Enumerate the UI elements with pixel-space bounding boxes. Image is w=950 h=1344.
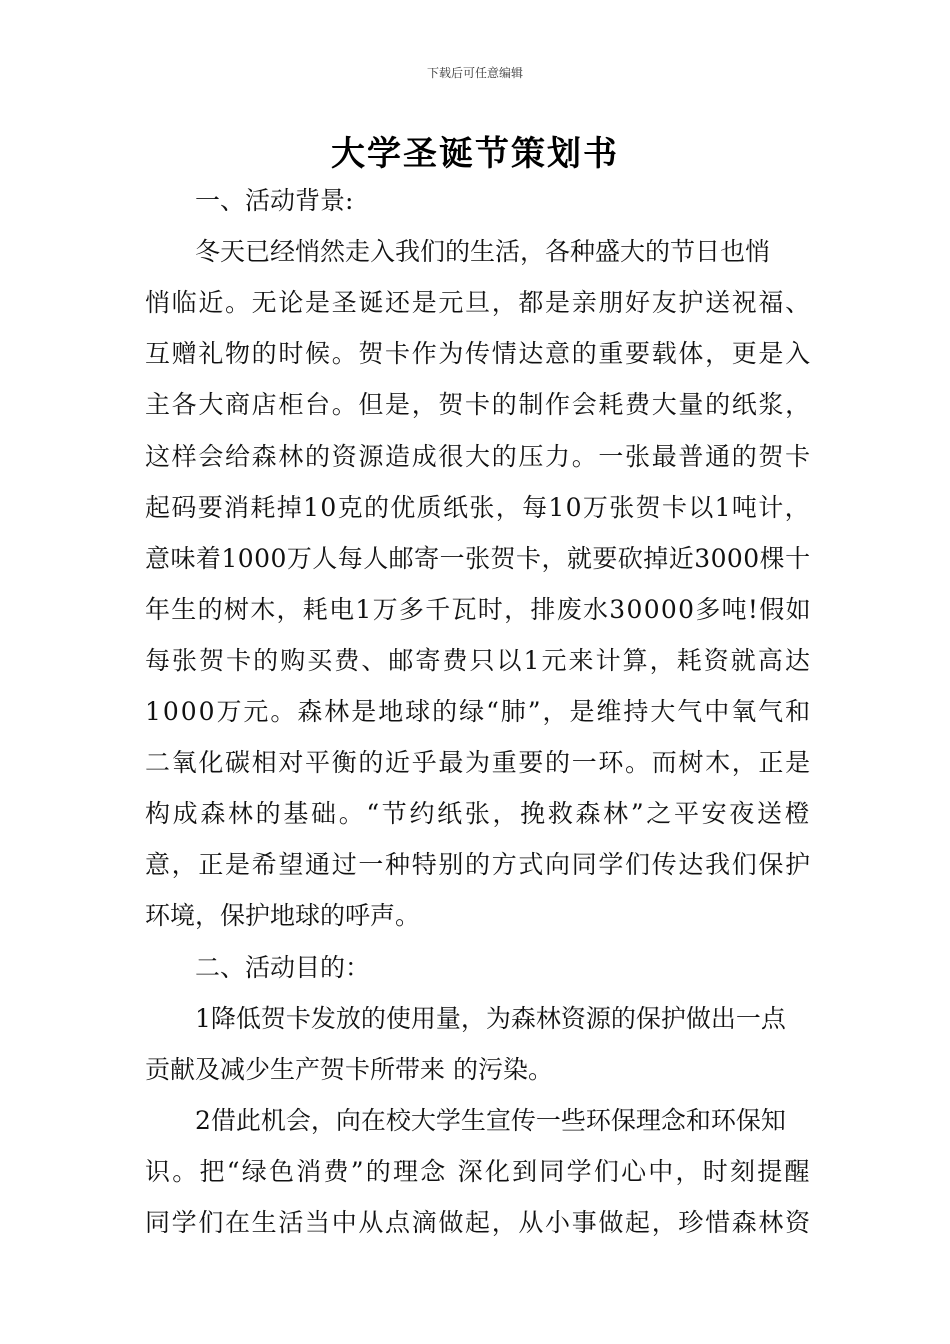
document-body bbox=[145, 0, 813, 1344]
text-line: 二、活动目的： bbox=[195, 953, 371, 982]
text-line: 冬天已经悄然走入我们的生活，各种盛大的节日也悄 bbox=[195, 237, 771, 266]
text-line: 同学们在生活当中从点滴做起，从小事做起，珍惜森林资 bbox=[145, 1208, 812, 1237]
text-line: 环境，保护地球的呼声。 bbox=[145, 901, 421, 930]
text-line: 悄临近。无论是圣诞还是元旦，都是亲朋好友护送祝福、 bbox=[145, 288, 812, 317]
document-title: 大学圣诞节策划书 bbox=[331, 134, 619, 174]
text-line: 意味着1000万人每人邮寄一张贺卡，就要砍掉近3000棵十 bbox=[145, 544, 811, 573]
text-line: 意，正是希望通过一种特别的方式向同学们传达我们保护 bbox=[145, 850, 812, 879]
text-line: 主各大商店柜台。但是，贺卡的制作会耗费大量的纸浆， bbox=[145, 390, 812, 419]
text-line: 1降低贺卡发放的使用量，为森林资源的保护做出一点 bbox=[195, 1004, 786, 1033]
text-line: 2借此机会，向在校大学生宣传一些环保理念和环保知 bbox=[195, 1106, 786, 1135]
text-line: 1000万元。森林是地球的绿“肺”，是维持大气中氧气和 bbox=[145, 697, 813, 726]
text-line: 构成森林的基础。“节约纸张，挽救森林”之平安夜送橙 bbox=[145, 799, 813, 828]
text-line: 互赠礼物的时候。贺卡作为传情达意的重要载体，更是入 bbox=[145, 339, 812, 368]
text-line: 识。把“绿色消费”的理念 深化到同学们心中，时刻提醒 bbox=[145, 1157, 812, 1186]
text-line: 二氧化碳相对平衡的近乎最为重要的一环。而树木，正是 bbox=[145, 748, 812, 777]
text-line: 这样会给森林的资源造成很大的压力。一张最普通的贺卡 bbox=[145, 442, 812, 471]
header-note: 下载后可任意编辑 bbox=[426, 66, 523, 80]
text-line: 贡献及减少生产贺卡所带来 的污染。 bbox=[145, 1055, 553, 1084]
text-line: 一、活动背景: bbox=[195, 186, 354, 215]
text-line: 年生的树木，耗电1万多千瓦时，排废水30000多吨!假如 bbox=[145, 595, 812, 624]
text-line: 起码要消耗掉10克的优质纸张，每10万张贺卡以1吨计， bbox=[145, 493, 811, 522]
text-line: 每张贺卡的购买费、邮寄费只以1元来计算，耗资就高达 bbox=[145, 646, 812, 675]
